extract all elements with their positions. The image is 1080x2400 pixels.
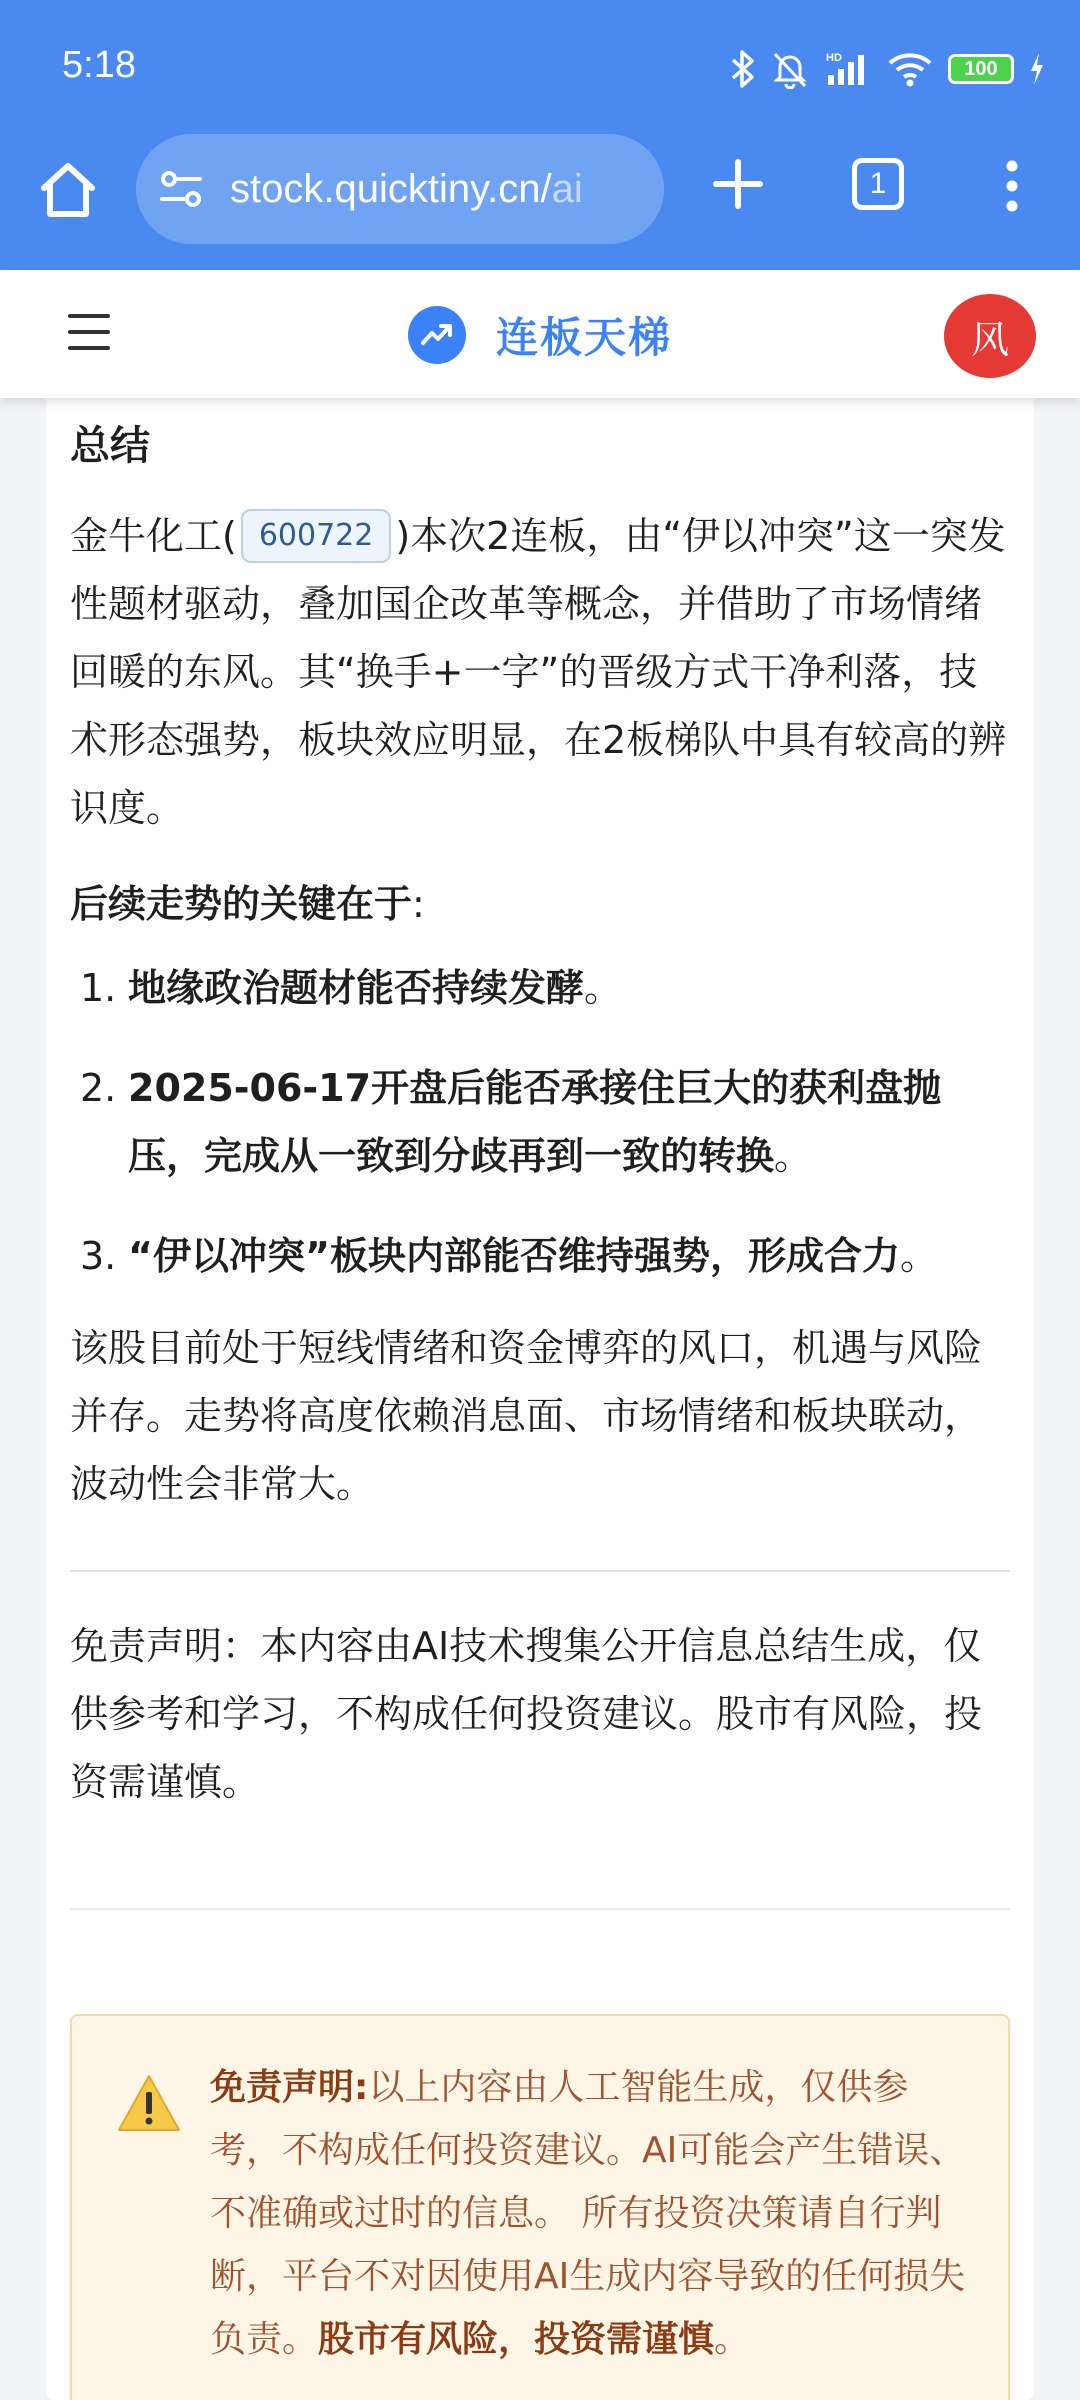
charging-icon [1028, 51, 1046, 87]
divider [70, 1570, 1010, 1572]
list-item-end: 。 [899, 1234, 938, 1278]
list-item-text: 2025-06-17开盘后能否承接住巨大的获利盘抛压，完成从一致到分歧再到一致的转换 [128, 1066, 942, 1178]
battery-indicator: 100 [948, 54, 1014, 84]
warning-body: 以上内容由人工智能生成，仅供参考，不构成任何投资建议。AI可能会产生错误、不准确或过时的信息。 所有投资决策请自行判断，平台不对因使用AI生成内容导致的任何损失负责。 [210, 2067, 966, 2360]
list-number: 1. [80, 966, 117, 1010]
site-settings-icon[interactable] [156, 164, 206, 214]
key-title-colon: : [412, 882, 425, 926]
key-points-list [70, 954, 1010, 1290]
trending-chart-icon [408, 306, 466, 364]
url-text [230, 167, 583, 212]
warning-icon [116, 2072, 182, 2134]
list-item-text: 地缘政治题材能否持续发酵 [128, 966, 585, 1010]
warning-bold-end: 股市有风险，投资需谨慎 [318, 2319, 715, 2360]
warning-end: 。 [714, 2319, 751, 2360]
warning-box [70, 2014, 1010, 2400]
list-item-end: 。 [584, 966, 623, 1010]
list-item [70, 1222, 1010, 1290]
more-menu-icon[interactable] [994, 156, 1030, 216]
stock-code-chip[interactable]: 600722 [241, 509, 392, 563]
address-bar[interactable] [136, 134, 664, 244]
article-content [70, 398, 1010, 1910]
site-header [0, 270, 1080, 398]
key-points-title [70, 870, 1010, 938]
list-number: 3. [80, 1234, 117, 1278]
brand[interactable] [0, 300, 1080, 370]
wifi-icon [886, 49, 934, 89]
url-dim: ai [551, 166, 583, 211]
mute-bell-icon [770, 49, 810, 89]
signal-icon [824, 49, 872, 89]
site-title: 连板天梯 [495, 313, 672, 362]
browser-toolbar [0, 132, 1080, 270]
intro-suffix: )本次2连板，由“伊以冲突”这一突发性题材驱动，叠加国企改革等概念，并借助了市场情绪回暖的东风。其“换手+一字”的晋级方式干净利落，技术形态强势，板块效应明显，在2板梯队中具有较高的辨识度。 [70, 514, 1007, 830]
home-icon[interactable] [36, 158, 100, 222]
list-item-text: “伊以冲突”板块内部能否维持强势，形成合力 [128, 1234, 900, 1278]
status-time: 5:18 [62, 44, 136, 86]
article-disclaimer: 免责声明：本内容由AI技术搜集公开信息总结生成，仅供参考和学习，不构成任何投资建议。股市有风险，投资需谨慎。 [70, 1624, 983, 1804]
summary-heading: 总结 [70, 423, 150, 469]
summary-paragraph [70, 502, 1010, 842]
status-bar [0, 0, 1080, 132]
intro-prefix: 金牛化工( [70, 514, 237, 558]
tab-switcher-button[interactable]: 1 [852, 158, 904, 210]
status-icons [730, 46, 1046, 92]
list-item-end: 。 [774, 1134, 813, 1178]
warning-text [210, 2056, 980, 2371]
closing-paragraph: 该股目前处于短线情绪和资金博弈的风口，机遇与风险并存。走势将高度依赖消息面、市场情绪和板块联动，波动性会非常大。 [70, 1326, 983, 1506]
warning-label: 免责声明: [210, 2067, 369, 2108]
svg-text:HD: HD [826, 52, 842, 64]
list-number: 2. [80, 1066, 117, 1110]
list-item [70, 1054, 1010, 1190]
user-avatar[interactable]: 风 [944, 294, 1036, 378]
list-item [70, 954, 1010, 1022]
divider [70, 1908, 1010, 1910]
bluetooth-icon [730, 49, 756, 89]
url-main: stock.quicktiny.cn/ [230, 166, 552, 211]
new-tab-icon[interactable] [708, 154, 768, 214]
key-title-text: 后续走势的关键在于 [70, 882, 413, 926]
